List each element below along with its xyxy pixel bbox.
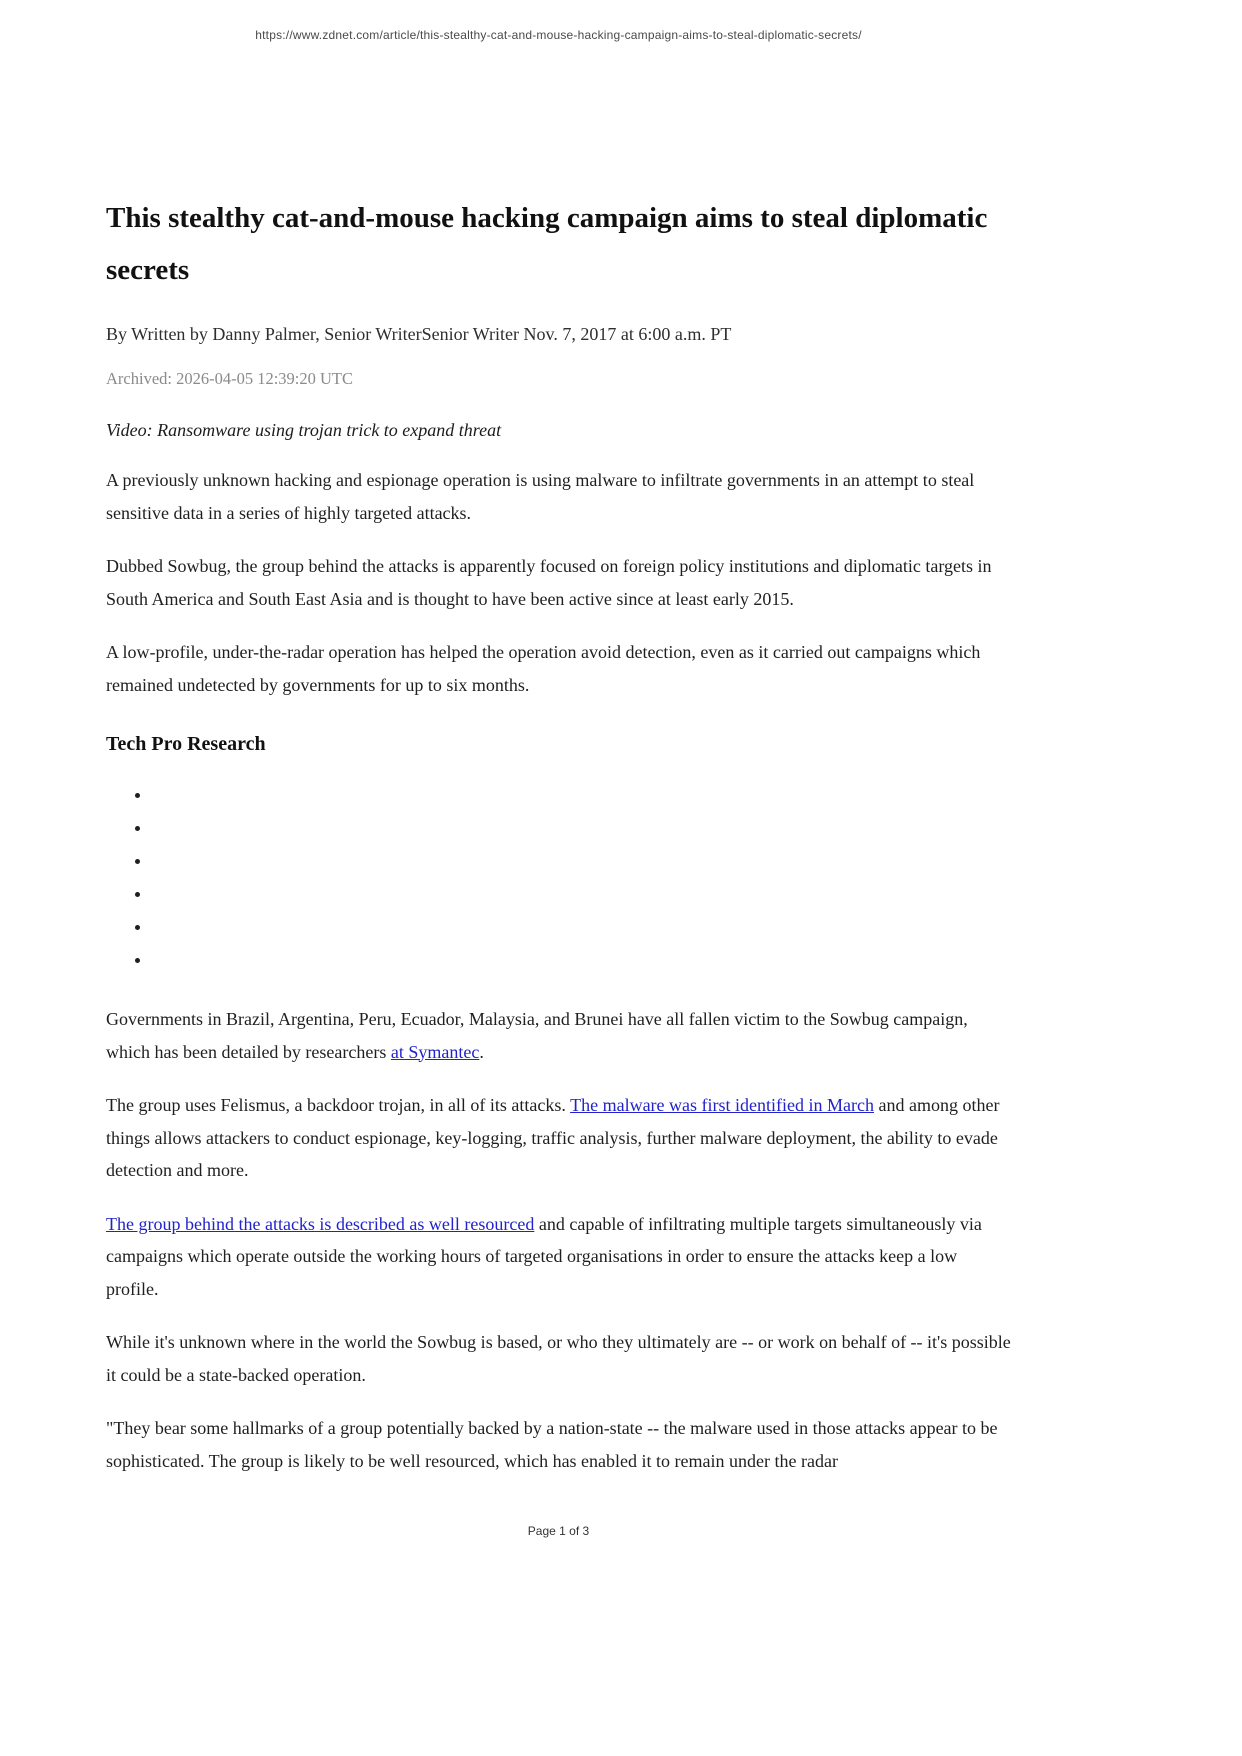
archived-timestamp: Archived: 2026-04-05 12:39:20 UTC (106, 369, 354, 388)
paragraph-4 (106, 1003, 1011, 1068)
list-item (152, 850, 1011, 883)
article-content (106, 0, 1011, 1477)
paragraph-4-text: Governments in Brazil, Argentina, Peru, Ecuador, Malaysia, and Brunei have all fallen victim to the Sowbug campaign, which has been detailed by researchers (106, 1009, 968, 1062)
bullet-list (106, 784, 1011, 982)
list-item (152, 916, 1011, 949)
paragraph-2: Dubbed Sowbug, the group behind the attacks is apparently focused on foreign policy institutions and diplomatic targets in South America and South East Asia and is thought to have been active since at least early 2015. (106, 556, 992, 609)
paragraph-5 (106, 1089, 1011, 1187)
paragraph-3: A low-profile, under-the-radar operation has helped the operation avoid detection, even as it carried out campaigns which remained undetected by governments for up to six months. (106, 642, 981, 695)
page-footer: Page 1 of 3 (527, 1524, 590, 1538)
paragraph-5-text: The group uses Felismus, a backdoor trojan, in all of its attacks. (106, 1095, 571, 1115)
article-byline: By Written by Danny Palmer, Senior WriterSenior Writer Nov. 7, 2017 at 6:00 a.m. PT (106, 324, 732, 344)
article-title: This stealthy cat-and-mouse hacking campaign aims to steal diplomatic secrets (106, 202, 988, 286)
paragraph-5-text-after: and among other things allows attackers to conduct espionage, key-logging, traffic analysis, further malware deployment, the ability to evade detection and more. (106, 1095, 1000, 1180)
video-caption: Video: Ransomware using trojan trick to expand threat (106, 420, 502, 440)
page-header-url: https://www.zdnet.com/article/this-stealthy-cat-and-mouse-hacking-campaign-aims-to-steal-diplomatic-secrets/ (255, 28, 862, 42)
paragraph-7: While it's unknown where in the world the Sowbug is based, or who they ultimately are -- or work on behalf of -- it's possible it could be a state-backed operation. (106, 1332, 1011, 1385)
list-item (152, 817, 1011, 850)
well-resourced-link[interactable]: The group behind the attacks is described as well resourced (106, 1213, 535, 1234)
symantec-link[interactable]: at Symantec (390, 1041, 480, 1062)
paragraph-4-text-after: . (479, 1041, 484, 1062)
list-item (152, 784, 1011, 817)
section-heading-tech-pro-research: Tech Pro Research (106, 733, 266, 755)
list-item (152, 883, 1011, 916)
malware-identified-link[interactable]: The malware was first identified in March (570, 1095, 874, 1115)
paragraph-6 (106, 1208, 1011, 1306)
paragraph-6-text-after: and capable of infiltrating multiple targets simultaneously via campaigns which operate outside the working hours of targeted organisations in order to ensure the attacks keep a low profile. (106, 1213, 982, 1299)
paragraph-8: "They bear some hallmarks of a group potentially backed by a nation-state -- the malware used in those attacks appear to be sophisticated. The group is likely to be well resourced, which has enabled it to remain under the radar (106, 1418, 998, 1471)
list-item (152, 949, 1011, 982)
paragraph-1: A previously unknown hacking and espionage operation is using malware to infiltrate governments in an attempt to steal sensitive data in a series of highly targeted attacks. (106, 470, 975, 523)
